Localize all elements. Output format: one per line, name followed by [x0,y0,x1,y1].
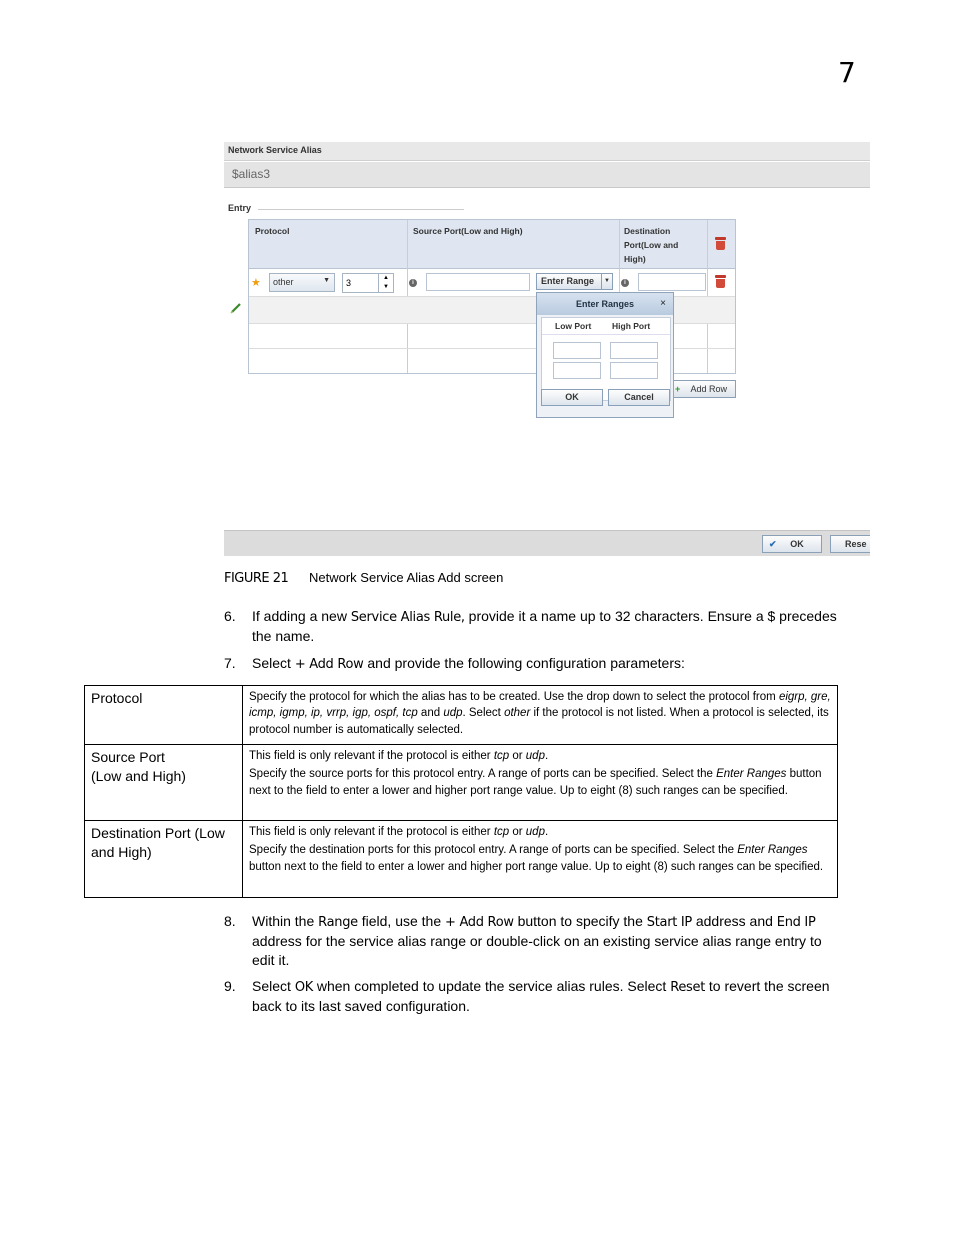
param-name-text: Destination Port (Low [91,825,225,841]
text: This field is only relevant if the protocol is either [249,826,494,838]
text: edit it. [252,952,290,968]
dialog-ok-button[interactable]: OK [541,389,603,406]
text: Specify the destination ports for this protocol entry. A range of ports can be specified. Select the [249,844,738,857]
protocol-number-stepper[interactable] [342,273,394,293]
low-port-input[interactable] [553,342,601,359]
text: tcp [493,750,510,762]
text: eigrp, gre, icmp, igmp, ip, vrrp, igp, ospf, tcp [249,691,831,720]
ui-term: End IP [776,915,816,930]
table-row [85,745,838,821]
low-port-input[interactable] [553,362,601,379]
stepper-arrows-icon[interactable]: ▲ ▼ [378,274,393,292]
col-source-port: Source Port(Low and High) [413,226,523,236]
dialog-divider [542,334,670,335]
param-name-text: and High) [91,844,152,860]
network-service-alias-screenshot [224,142,870,556]
figure-caption [224,570,504,586]
add-row-button[interactable] [670,380,736,398]
ui-term: + Add Row [294,657,364,672]
text: the name. [252,628,315,644]
ui-term: OK [294,980,313,995]
text: . [544,826,549,838]
text: This field is only relevant if the protocol is either [249,750,494,762]
chevron-down-icon: ▼ [323,277,330,284]
text: udp [443,707,463,720]
entry-divider [258,209,464,210]
high-port-header: High Port [612,321,651,331]
step-number: 7. [224,655,236,671]
text: . [544,750,549,762]
text: tcp [493,826,510,838]
required-star-icon: ★ [251,277,261,289]
text: to revert the screen [705,978,830,994]
col-dest-line3: High) [624,254,646,264]
step-text [252,607,874,646]
text: Select [252,978,295,994]
param-name-text: Protocol [91,690,143,706]
ui-term: + Add Row [445,915,514,930]
text: if the protocol is not listed. When a protocol is selected, its protocol number is automatically selected. [249,707,829,736]
col-dest-line2: Port(Low and [624,240,679,250]
figure-label: FIGURE 21 [224,571,289,586]
step-number: 8. [224,913,236,929]
ui-term: Reset [670,980,706,995]
step-text [252,912,874,970]
step-8 [224,912,874,972]
text: and [417,707,444,720]
step-6 [224,607,874,647]
delete-row-icon[interactable] [715,275,726,288]
ui-term: Service Alias Rule, [350,610,465,625]
info-icon: i [621,279,629,287]
text: provide it a name up to 32 characters. Ensure a $ precedes [464,608,837,624]
entry-label: Entry [228,203,252,213]
text: field, use the [357,913,446,929]
text: udp [525,750,545,762]
text: Specify the source ports for this protocol entry. A range of ports can be specified. Select the [249,768,717,781]
text: Enter Ranges [737,844,808,857]
param-name-text: (Low and High) [91,768,186,784]
footer-bar [224,530,870,556]
enter-range-label: Enter Range [541,276,595,286]
text: and provide the following configuration parameters: [363,655,685,671]
text: button next to the field to enter a lower and higher port range value. Up to eight (8) such ranges can be specified. [249,768,822,797]
col-dest-line1: Destination [624,226,671,236]
text: Select [252,655,295,671]
step-9 [224,977,874,1017]
delete-all-icon[interactable] [715,237,726,250]
parameters-table [84,685,838,898]
high-port-input[interactable] [610,362,658,379]
ok-button[interactable] [762,535,822,553]
text: udp [525,826,545,838]
protocol-value: other [273,277,294,287]
text: button next to the field to enter a lower and higher port range value. Up to eight (8) such ranges can be specified. [249,860,824,873]
text: or [509,826,526,838]
panel-title: Network Service Alias [224,142,870,161]
dest-port-input[interactable] [638,273,706,291]
text: button to specify the [513,913,647,929]
step-number: 9. [224,978,236,994]
text: . Select [462,707,505,720]
param-name [85,745,243,821]
text: other [504,707,531,720]
text: or [509,750,526,762]
figure-title: Network Service Alias Add screen [309,570,504,585]
close-icon[interactable]: × [660,298,666,309]
text: address for the service alias range or double-click on an existing service alias range entry to [252,933,822,949]
step-text [252,977,874,1016]
col-dest-port [624,224,678,266]
param-name-text: Source Port [91,749,165,765]
param-description [243,686,838,745]
pencil-icon[interactable] [230,302,242,314]
high-port-input[interactable] [610,342,658,359]
text: when completed to update the service alias rules. Select [312,978,671,994]
enter-range-button[interactable] [536,273,613,290]
param-description [243,821,838,898]
text: Within the [252,913,319,929]
protocol-select[interactable] [269,273,335,292]
text: address and [691,913,777,929]
reset-button[interactable]: Rese [830,535,870,553]
enter-ranges-dialog [536,292,674,418]
plus-icon: + [675,384,681,394]
chevron-down-icon: ▼ [601,274,612,289]
check-icon: ✔ [769,539,777,549]
ui-term: Range [318,915,358,930]
param-name [85,821,243,898]
protocol-number: 3 [346,278,352,288]
chapter-number: 7 [838,56,856,89]
text: Enter Ranges [716,768,787,781]
table-row [85,686,838,745]
param-name [85,686,243,745]
col-protocol: Protocol [255,226,290,236]
step-7 [224,654,874,674]
step-text [252,654,685,674]
text: Specify the protocol for which the alias has to be created. Use the drop down to select the protocol from [249,691,779,703]
text: If adding a new [252,608,351,624]
source-port-input[interactable] [426,273,530,291]
ui-term: Start IP [646,915,692,930]
info-icon: i [409,279,417,287]
dialog-cancel-button[interactable]: Cancel [608,389,670,406]
table-row [85,821,838,898]
dialog-title: Enter Ranges [537,293,673,315]
add-row-label: Add Row [690,384,727,394]
param-description [243,745,838,821]
ok-label: OK [790,539,804,549]
low-port-header: Low Port [555,321,592,331]
alias-name-field[interactable]: $alias3 [224,162,870,188]
text: back to its last saved configuration. [252,998,470,1014]
step-number: 6. [224,608,236,624]
